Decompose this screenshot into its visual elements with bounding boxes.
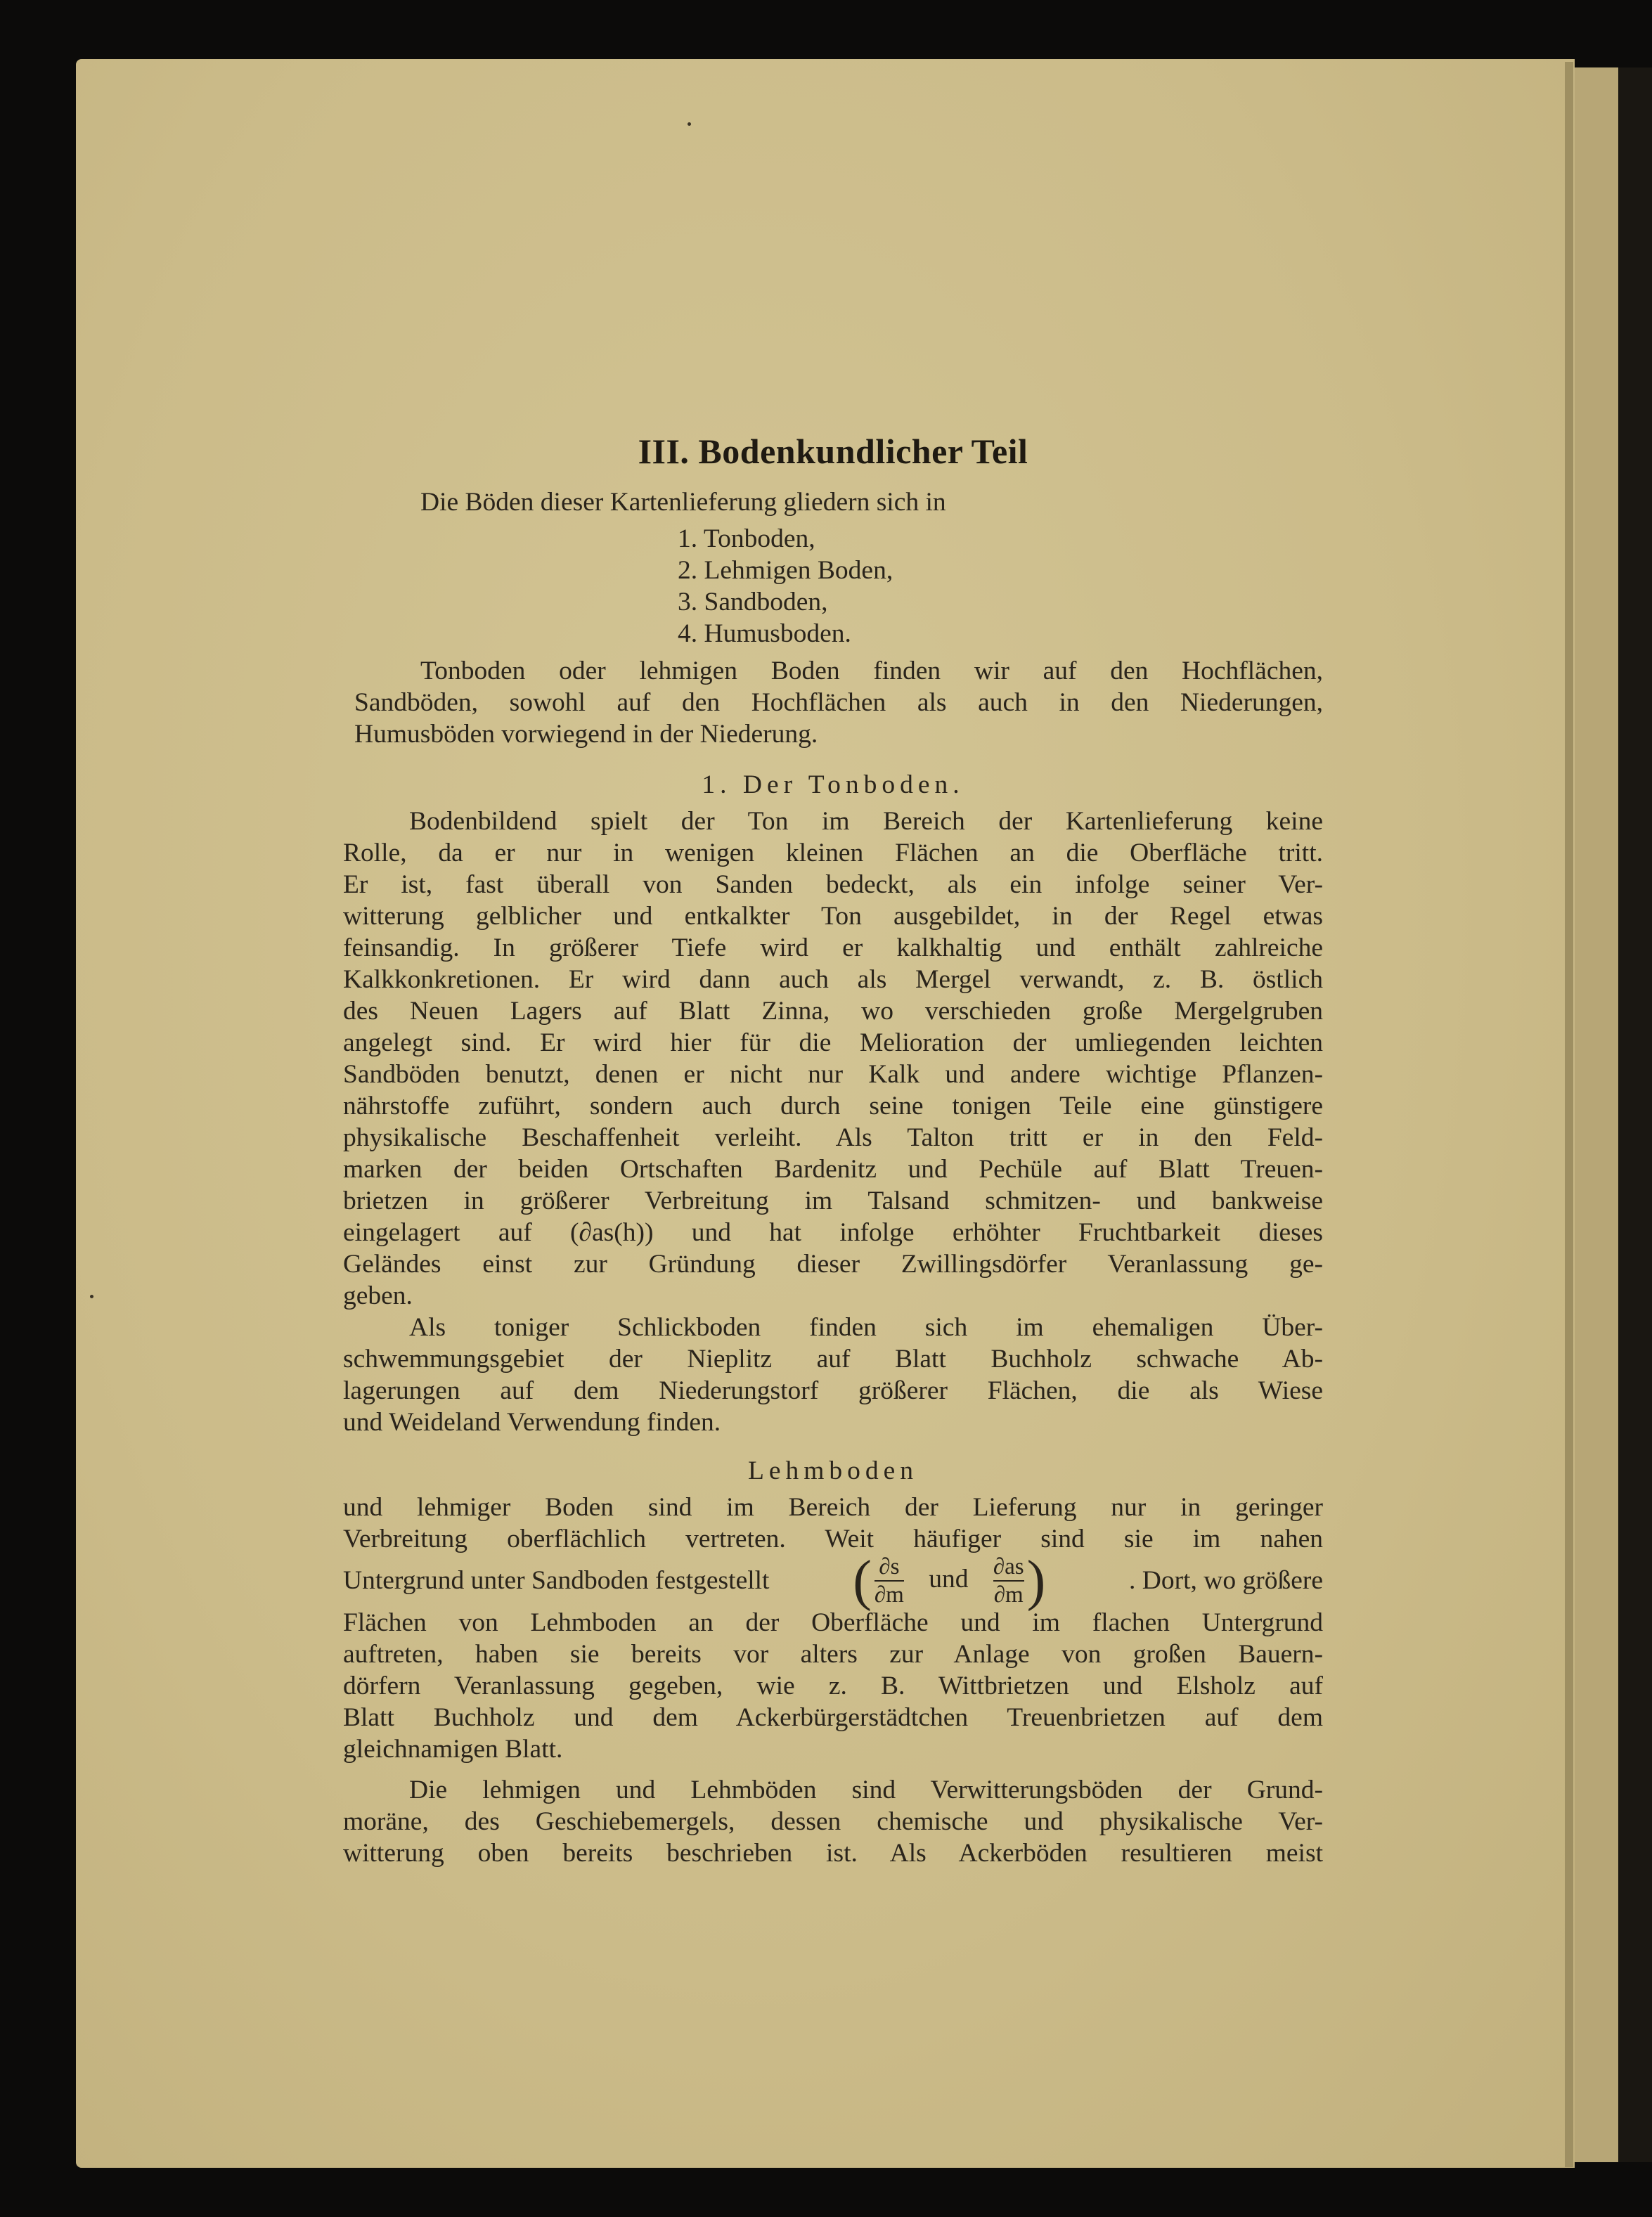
section-heading-tonboden: 1. Der Tonboden. [702, 770, 964, 799]
text-line: auftreten, haben sie bereits vor alters zur Anlage von großen Bauern- [343, 1640, 1323, 1669]
fraction-1-numerator: ∂s [879, 1554, 900, 1579]
formula-line [343, 1550, 1323, 1612]
text-line: Als toniger Schlickboden finden sich im ehemaligen Über- [409, 1313, 1323, 1342]
text-line: angelegt sind. Er wird hier für die Melioration der umliegenden leichten [343, 1028, 1323, 1057]
formula-line-middle: und [929, 1564, 969, 1594]
list-item: 4. Humusboden. [678, 619, 851, 648]
tonboden-paragraph-2 [343, 1312, 1323, 1438]
text-line: Blatt Buchholz und dem Ackerbürgerstädtchen Treuenbrietzen auf dem [343, 1703, 1323, 1732]
text-line: nährstoffe zuführt, sondern auch durch seine tonigen Teile eine günstigere [343, 1092, 1323, 1120]
overview-paragraph [354, 655, 1323, 750]
text-line: brietzen in größerer Verbreitung im Talsand schmitzen- und bankweise [343, 1187, 1323, 1215]
lehmboden-paragraph-1 [343, 1492, 1323, 1765]
fraction-2-denominator: ∂m [993, 1582, 1024, 1608]
lehmboden-paragraph-2 [343, 1774, 1323, 1869]
paren-open: ( [853, 1550, 872, 1612]
page-gutter [1565, 62, 1573, 2167]
text-line: und lehmiger Boden sind im Bereich der Lieferung nur in geringer [343, 1493, 1323, 1522]
text-line: und Weideland Verwendung finden. [343, 1408, 721, 1437]
fraction-2-numerator: ∂as [993, 1554, 1024, 1579]
list-item: 1. Tonboden, [678, 524, 815, 553]
soil-list [678, 523, 1170, 649]
text-line: feinsandig. In größerer Tiefe wird er kalkhaltig und enthält zahlreiche [343, 933, 1323, 962]
paper-speck [90, 1295, 93, 1298]
intro-line: Die Böden dieser Kartenlieferung gliedern sich in [420, 488, 946, 517]
paren-close: ) [1026, 1550, 1046, 1612]
tonboden-paragraph-1 [343, 806, 1323, 1312]
text-line: physikalische Beschaffenheit verleiht. Als Talton tritt er in den Feld- [343, 1123, 1323, 1152]
fraction-1-denominator: ∂m [874, 1582, 904, 1608]
list-item: 3. Sandboden, [678, 588, 828, 616]
fraction-2 [993, 1553, 1024, 1608]
text-line: Die lehmigen und Lehmböden sind Verwitterungsböden der Grund- [409, 1776, 1323, 1804]
text-line: Verbreitung oberflächlich vertreten. Weit häufiger sind sie im nahen [343, 1525, 1323, 1553]
section-heading-lehmboden: Lehmboden [747, 1456, 919, 1485]
text-line: Er ist, fast überall von Sanden bedeckt, als ein infolge seiner Ver- [343, 870, 1323, 899]
chapter-title: III. Bodenkundlicher Teil [638, 432, 1028, 471]
paper-speck [688, 122, 691, 126]
text-line: dörfern Veranlassung gegeben, wie z. B. Wittbrietzen und Elsholz auf [343, 1672, 1323, 1700]
text-line: witterung gelblicher und entkalkter Ton ausgebildet, in der Regel etwas [343, 902, 1323, 931]
text-line: moräne, des Geschiebemergels, dessen chemische und physikalische Ver- [343, 1807, 1323, 1836]
text-line: schwemmungsgebiet der Nieplitz auf Blatt Buchholz schwache Ab- [343, 1345, 1323, 1373]
formula-line-after: . Dort, wo größere [1129, 1566, 1323, 1595]
text-line: eingelagert auf (∂as(h)) und hat infolge erhöhter Fruchtbarkeit dieses [343, 1218, 1323, 1247]
text-line: Tonboden oder lehmigen Boden finden wir auf den Hochflächen, [420, 657, 1323, 685]
text-line: gleichnamigen Blatt. [343, 1735, 563, 1764]
list-item: 2. Lehmigen Boden, [678, 556, 893, 585]
text-line: Sandböden benutzt, denen er nicht nur Kalk und andere wichtige Pflanzen- [343, 1060, 1323, 1089]
text-line: Sandböden, sowohl auf den Hochflächen als auch in den Niederungen, [354, 688, 1323, 717]
next-page-edge [1618, 67, 1652, 2162]
text-line: Humusböden vorwiegend in der Niederung. [354, 720, 818, 749]
text-line: geben. [343, 1281, 413, 1310]
text-line: Rolle, da er nur in wenigen kleinen Flächen an die Oberfläche tritt. [343, 839, 1323, 867]
fraction-1 [875, 1553, 904, 1608]
formula-group [853, 1550, 1046, 1612]
text-line: lagerungen auf dem Niederungstorf größerer Flächen, die als Wiese [343, 1376, 1323, 1405]
text-line: Geländes einst zur Gründung dieser Zwillingsdörfer Veranlassung ge- [343, 1250, 1323, 1279]
text-line: marken der beiden Ortschaften Bardenitz und Pechüle auf Blatt Treuen- [343, 1155, 1323, 1184]
text-line: Bodenbildend spielt der Ton im Bereich der Kartenlieferung keine [409, 807, 1323, 836]
text-line: Kalkkonkretionen. Er wird dann auch als Mergel verwandt, z. B. östlich [343, 965, 1323, 994]
text-line: des Neuen Lagers auf Blatt Zinna, wo verschieden große Mergelgruben [343, 997, 1323, 1026]
text-line: Flächen von Lehmboden an der Oberfläche und im flachen Untergrund [343, 1608, 1323, 1637]
text-line: witterung oben bereits beschrieben ist. Als Ackerböden resultieren meist [343, 1839, 1323, 1868]
formula-line-before: Untergrund unter Sandboden festgestellt [343, 1566, 770, 1595]
